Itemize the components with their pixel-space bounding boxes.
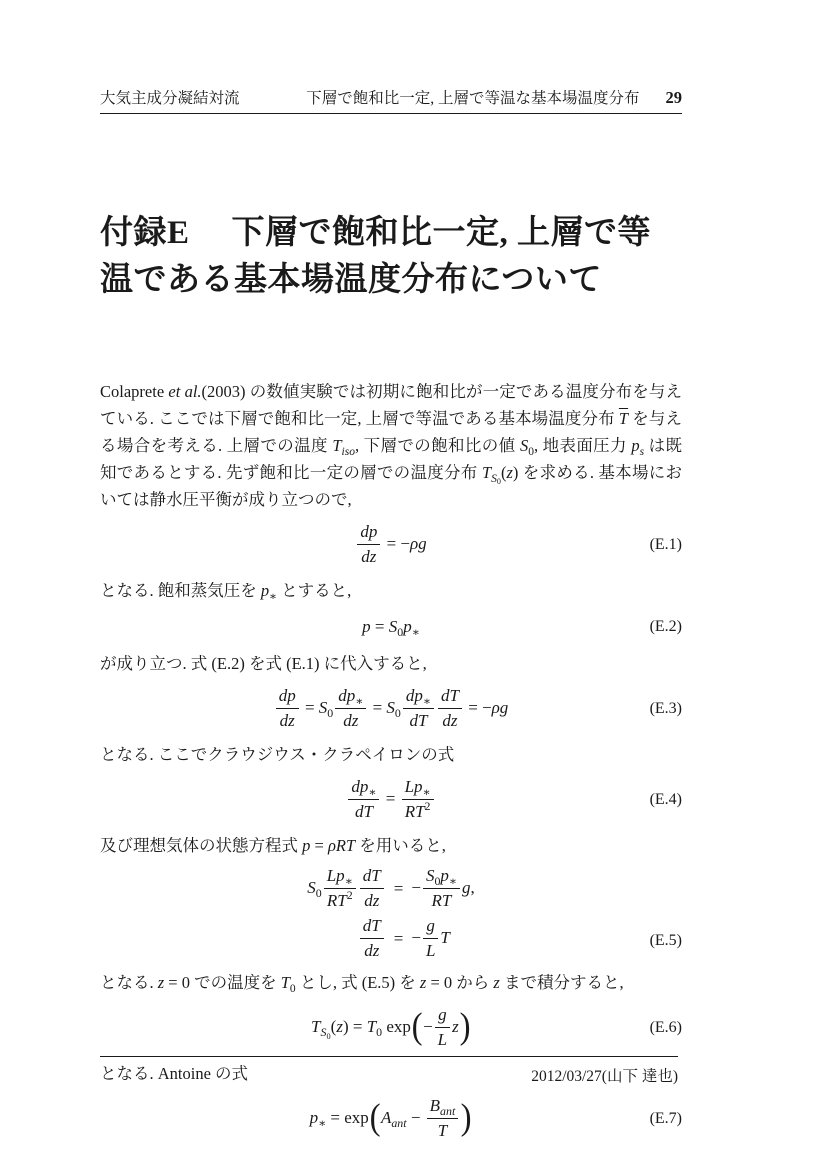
running-header	[100, 0, 682, 114]
equation-e5-row2-rhs: − $\frac{g}{L}$ T	[411, 916, 450, 960]
page-footer	[100, 1056, 678, 1086]
appendix-title-text: 下層で飽和比一定, 上層で等温である基本場温度分布について	[100, 215, 652, 298]
equation-e7-body: $p_∗ = \exp(A_{ant}$ − $\frac{B_{ant}}{T}$ )	[309, 1096, 472, 1140]
equation-e3	[100, 684, 682, 734]
equation-e2	[100, 614, 682, 640]
equation-e4-label: (E.4)	[649, 791, 682, 808]
equation-e6-label: (E.6)	[649, 1019, 682, 1037]
appendix-title-prefix: 付録E	[100, 215, 190, 251]
text-after-e2: が成り立つ. 式 (E.2) を式 (E.1) に代入すると,	[100, 654, 427, 673]
equation-e6-body: $T_{S_0}(z) = T_0$ exp(− $\frac{g}{L}$ z)	[311, 1005, 471, 1049]
running-header-title: 下層で飽和比一定, 上層で等温な基本場温度分布	[306, 90, 640, 107]
equation-e5-label: (E.5)	[649, 932, 682, 950]
equation-e5-row2-eq: =	[393, 929, 404, 949]
equation-e4	[100, 775, 682, 825]
appendix-title	[100, 210, 682, 304]
equation-e1-body: $\frac{dp}{dz}$ = −ρg	[355, 522, 426, 568]
equation-e5-row1-rhs: − $\frac{S_0p_∗}{RT}$ g,	[411, 866, 475, 910]
equation-e5-rows	[307, 866, 474, 962]
text-after-e3: となる. ここでクラウジウス・クラペイロンの式	[100, 745, 455, 764]
equation-e2-body: $p = S_0p_∗$	[362, 617, 420, 639]
equation-e2-label: (E.2)	[649, 618, 682, 635]
equation-e3-body: $\frac{dp}{dz}$ = $S_0$ $\frac{dp_∗}{dz}$ = $S_0$ $\frac{dp_∗}{dT}$ $\frac{dT}{dz}$ = −ρg	[274, 686, 509, 732]
equation-e5	[100, 866, 682, 962]
text-after-e1: となる. 飽和蒸気圧を $p_∗$ とすると,	[100, 581, 352, 603]
equation-e7	[100, 1094, 682, 1144]
text-after-e6: となる. Antoine の式	[100, 1064, 249, 1084]
equation-e4-body: $\frac{dp_∗}{dT}$ = $\frac{Lp_∗}{RT^2}$	[346, 777, 435, 823]
equation-e5-row1-lhs: $S_0$ $\frac{Lp_∗}{RT^2}$ $\frac{dT}{dz}$	[307, 866, 385, 912]
equation-e7-label: (E.7)	[649, 1110, 682, 1128]
paragraph-intro: Colaprete et al.(2003) の数値実験では初期に飽和比が一定である温度分布を与えている. ここでは下層で飽和比一定, 上層で等温である基本場温度分布 $\overline{T}$ を与える場合を考える. 上層での温度 $T_{iso}$, 下層での飽和比の値 $S_0$, 地表面圧力 $p_s$ は既知であるとする. 先ず飽和比一定の層での温度分布 $T_{S_0}(z)$ を求める. 基本場においては静水圧平衡が成り立つので,	[100, 382, 683, 509]
equation-e5-row2-lhs: $\frac{dT}{dz}$	[358, 916, 386, 962]
text-after-e4: 及び理想気体の状態方程式 p = ρRT を用いると,	[100, 836, 446, 855]
equation-e6	[100, 1003, 682, 1053]
page-number: 29	[665, 88, 682, 107]
text-after-e5: となる. z = 0 での温度を $T_0$ とし, 式 (E.5) を z = 0 から z まで積分すると,	[100, 973, 624, 995]
equation-e1	[100, 520, 682, 570]
running-header-left: 大気主成分凝結対流	[100, 90, 240, 107]
equation-e5-row1-eq: =	[393, 879, 404, 899]
equation-e3-label: (E.3)	[649, 700, 682, 717]
footer-date-author: 2012/03/27(山下 達也)	[531, 1068, 678, 1085]
page-content	[100, 0, 682, 1151]
equation-e1-label: (E.1)	[649, 536, 682, 553]
